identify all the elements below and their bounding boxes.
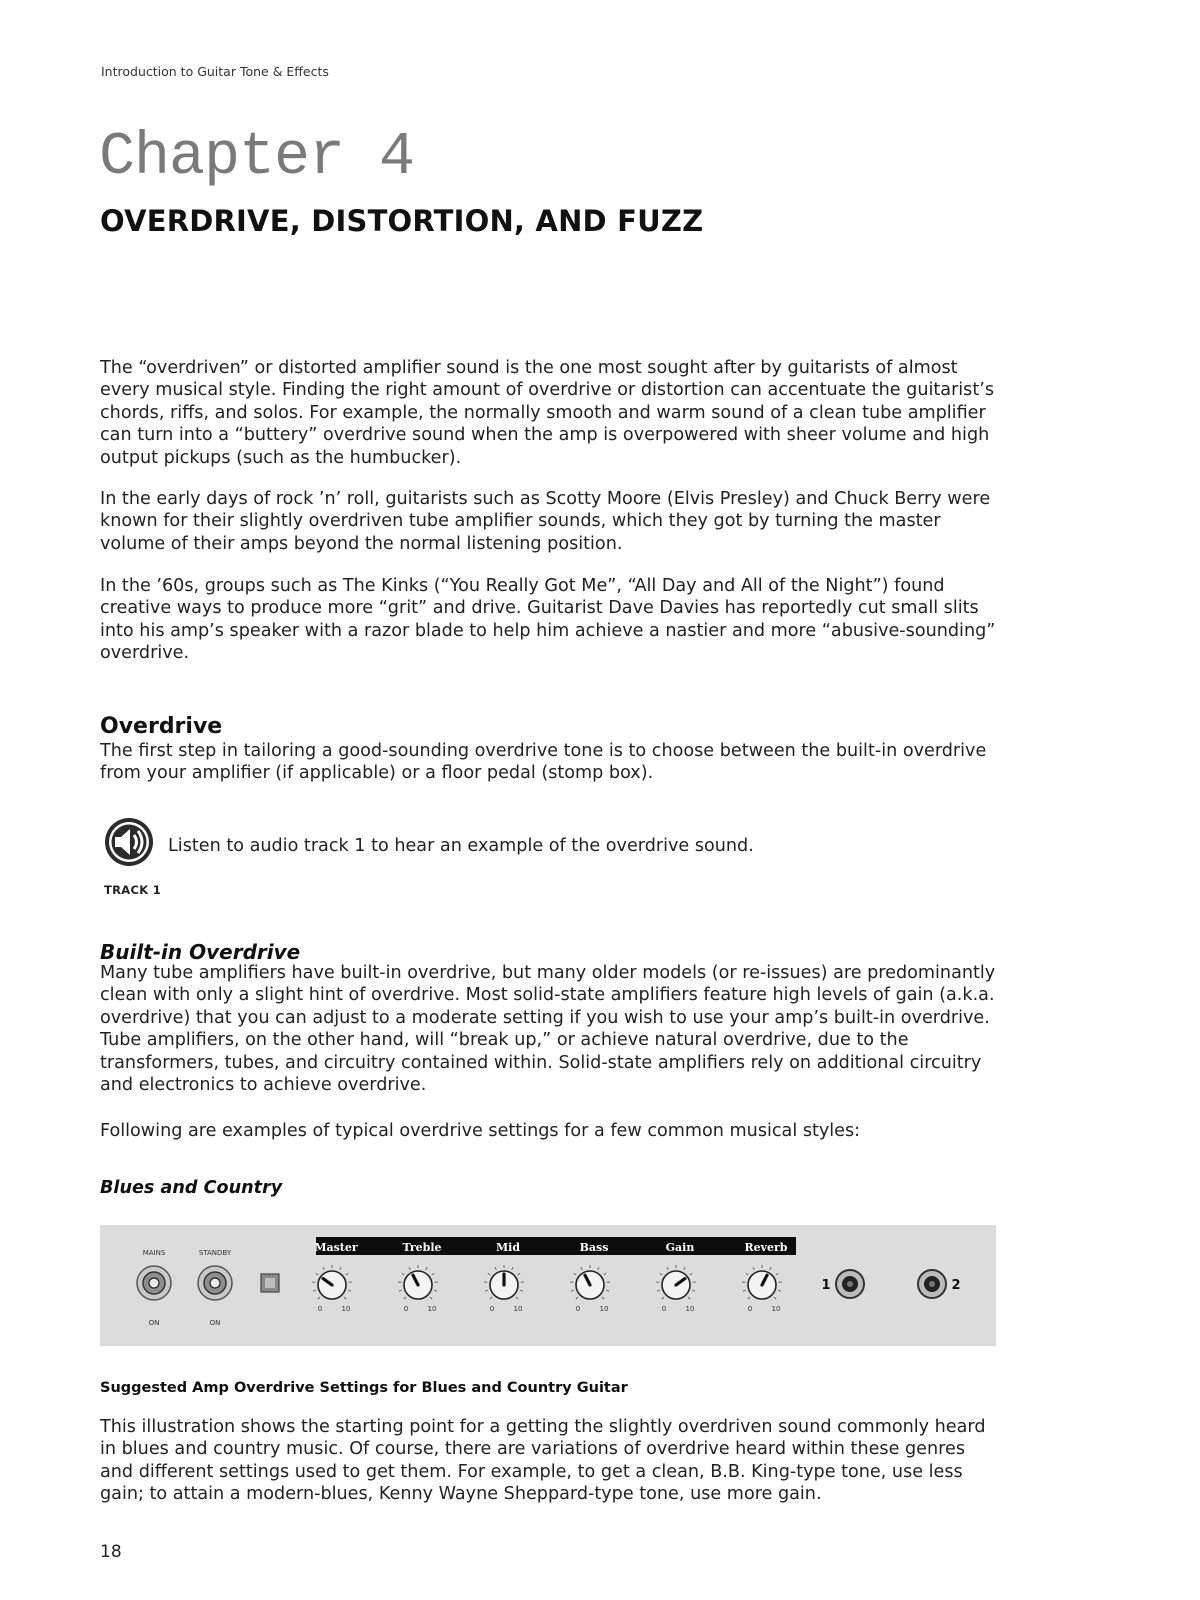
knob-tick [776,1273,778,1275]
knob-tick [690,1273,692,1275]
input-jack-2-icon [918,1270,946,1298]
mains-switch-icon [137,1266,171,1300]
overdrive-paragraph: The first step in tailoring a good-sounding overdrive tone is to choose between the built-in overdrive from your amplifier (if applicable) or a floor pedal (stomp box). [100,741,987,784]
knob-tick [753,1267,754,1270]
knob-tick [516,1297,518,1299]
knob-tick [402,1273,404,1275]
amp-control-panel [100,1225,996,1346]
knob-tick [743,1290,746,1291]
knob-tick [746,1273,748,1275]
input-2-label: 2 [951,1278,961,1293]
knob-gain-icon [656,1265,696,1313]
knob-scale-min: 0 [575,1305,581,1313]
knob-tick [662,1297,664,1299]
knob-tick [748,1297,750,1299]
knob-tick [426,1267,427,1270]
chapter-label: Chapter 4 [99,124,415,192]
speaker-icon[interactable] [103,816,155,868]
knob-scale-max: 10 [341,1305,351,1313]
knob-tick [488,1273,490,1275]
knob-tick [604,1273,606,1275]
knob-tick [518,1273,520,1275]
knob-bass-icon [570,1265,610,1313]
overdrive-heading: Overdrive [100,714,223,739]
knob-tick [602,1297,604,1299]
knob-treble-icon [398,1265,438,1313]
knob-tick [774,1297,776,1299]
following-paragraph: Following are examples of typical overdrive settings for a few common musical styles: [100,1121,861,1141]
knob-tick [490,1297,492,1299]
knob-scale-max: 10 [427,1305,437,1313]
knob-treble-label: Treble [402,1241,442,1254]
knob-reverb-label: Reverb [744,1241,788,1254]
intro-paragraph-1: The “overdriven” or distorted amplifier sound is the one most sought after by guitarists of almost every musical style. Finding the right amount of overdrive or distortion can accentuate the guitarist’s chords, riffs, and solos. For example, the normally smooth and warm sound of a clean tube amplifier can turn into a “buttery” overdrive sound when the amp is overpowered with sheer volume and high output pickups (such as the humbucker). [100,358,995,468]
knob-tick [348,1290,351,1291]
knob-tick [430,1297,432,1299]
knob-tick [512,1267,513,1270]
standby-switch-icon [198,1266,232,1300]
knob-tick [313,1290,316,1291]
input-jack-1-icon [836,1270,864,1298]
knob-tick [434,1290,437,1291]
knob-tick [770,1267,771,1270]
knob-scale-min: 0 [403,1305,409,1313]
knob-tick [657,1290,660,1291]
knob-scale-min: 0 [747,1305,753,1313]
knob-tick [778,1290,781,1291]
switch-mains-label: MAINS [142,1249,166,1257]
knob-scale-min: 0 [661,1305,667,1313]
knob-tick [667,1267,668,1270]
figure-caption: Suggested Amp Overdrive Settings for Blues and Country Guitar [100,1380,628,1396]
switch-mains-state: ON [148,1319,160,1327]
knob-tick [581,1267,582,1270]
knob-tick [571,1290,574,1291]
knob-tick [660,1273,662,1275]
knob-tick [598,1267,599,1270]
page-number: 18 [100,1542,122,1562]
knob-tick [318,1297,320,1299]
builtin-overdrive-heading: Built-in Overdrive [100,940,301,964]
knob-scale-max: 10 [599,1305,609,1313]
builtin-overdrive-paragraph: Many tube amplifiers have built-in overdrive, but many older models (or re-issues) are predominantly clean with only a slight hint of overdrive. Most solid-state amplifiers feature high levels of gain (a.k.a. overdrive) that you can adjust to a moderate setting if you wish to use your amp’s built-in overdrive. Tube amplifiers, on the other hand, will “break up,” or achieve natural overdrive, due to the transformers, tubes, and circuitry contained within. Solid-state amplifiers rely on additional circuitry and electronics to achieve overdrive. [100,963,996,1096]
knob-scale-min: 0 [317,1305,323,1313]
knob-reverb-icon [742,1265,782,1313]
amp-label-bar [316,1237,796,1255]
knob-tick [520,1290,523,1291]
track-label: TRACK 1 [104,883,162,897]
switch-standby-label: STANDBY [198,1249,232,1257]
style-heading: Blues and Country [100,1178,283,1198]
knob-tick [399,1290,402,1291]
knob-tick [404,1297,406,1299]
knob-scale-max: 10 [685,1305,695,1313]
knob-tick [576,1297,578,1299]
knob-tick [323,1267,324,1270]
knob-bass-label: Bass [579,1241,609,1254]
knob-tick [688,1297,690,1299]
knob-tick [684,1267,685,1270]
knob-tick [340,1267,341,1270]
switch-standby-state: ON [209,1319,221,1327]
audio-track-note: Listen to audio track 1 to hear an example of the overdrive sound. [168,836,754,856]
knob-scale-max: 10 [513,1305,523,1313]
closing-paragraph: This illustration shows the starting point for a getting the slightly overdriven sound commonly heard in blues and country music. Of course, there are variations of overdrive heard within these genres and different settings used to get them. For example, to get a clean, B.B. King-type tone, use less gain; to attain a modern-blues, Kenny Wayne Sheppard-type tone, use more gain. [100,1417,986,1505]
knob-tick [316,1273,318,1275]
knob-scale-max: 10 [771,1305,781,1313]
input-1-label: 1 [821,1278,831,1293]
knob-gain-label: Gain [665,1241,695,1254]
knob-mid-icon [484,1265,524,1313]
knob-tick [606,1290,609,1291]
knob-scale-min: 0 [489,1305,495,1313]
knob-mid-label: Mid [495,1241,521,1254]
knob-master-icon [312,1265,352,1313]
knob-tick [574,1273,576,1275]
knob-master-label: Master [314,1241,358,1254]
running-head: Introduction to Guitar Tone & Effects [101,64,329,79]
pilot-light-icon [261,1274,279,1292]
knob-tick [692,1290,695,1291]
intro-paragraph-2: In the early days of rock ’n’ roll, guitarists such as Scotty Moore (Elvis Presley) and Chuck Berry were known for their slightly overdriven tube amplifier sounds, which they got by turning the master volume of their amps beyond the normal listening position. [100,489,991,554]
knob-tick [344,1297,346,1299]
knob-tick [495,1267,496,1270]
intro-paragraph-3: In the ’60s, groups such as The Kinks (“You Really Got Me”, “All Day and All of the Night”) found creative ways to produce more “grit” and drive. Guitarist Dave Davies has reportedly cut small slits into his amp’s speaker with a razor blade to help him achieve a nastier and more “abusive-sounding” overdrive. [100,576,996,664]
knob-tick [409,1267,410,1270]
knob-tick [485,1290,488,1291]
knob-tick [432,1273,434,1275]
knob-tick [346,1273,348,1275]
chapter-title: OVERDRIVE, DISTORTION, AND FUZZ [100,204,704,238]
